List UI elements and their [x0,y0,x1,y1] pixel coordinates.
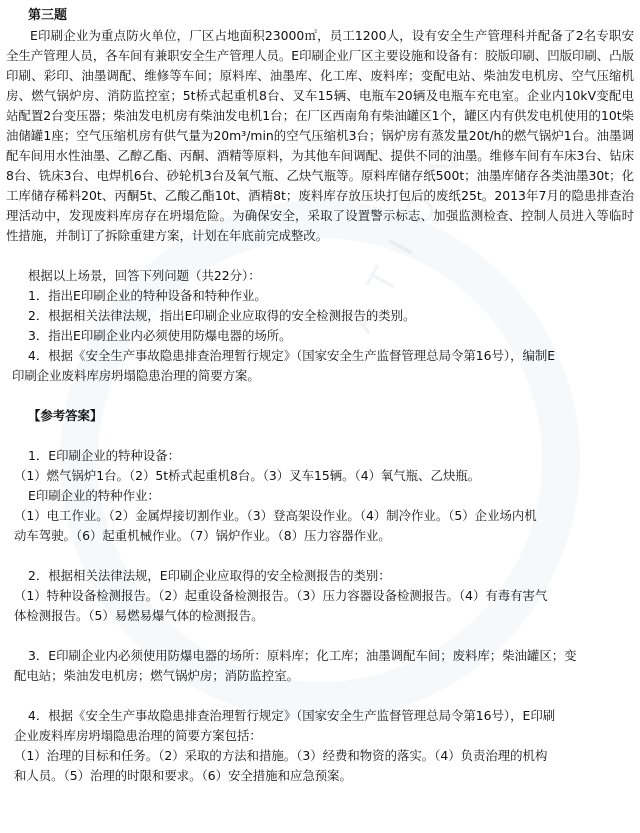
answer-4-line3: （1）治理的目标和任务。（2）采取的方法和措施。（3）经费和物资的落实。（4）负责治理的机构 [14,748,548,763]
questions-prompt: 根据以上场景，回答下列问题（共22分）： [28,268,261,283]
question-4-line1: 4．根据《安全生产事故隐患排查治理暂行规定》（国家安全生产监督管理总局令第16号），编制E [28,348,556,363]
answer-2-line2: 体检测报告。（5）易燃易爆气体的检测报告。 [14,608,264,623]
scenario-paragraph: E印刷企业为重点防火单位，厂区占地面积23000㎡，员工1200人，设有安全生产管理科并配备了2名专职安全生产管理人员，各车间有兼职安全生产管理人员。E印刷企业厂区主要设施和设备有：胶版印刷、凹版印刷、凸版印刷、彩印、油墨调配、维修等车间；原料库、油墨库、化工库、废料库；变配电站、柴油发电机房、空气压缩机房、燃气锅炉房、消防监控室；5t桥式起重机8台、叉车15辆、电瓶车20辆及电瓶车充电室。企业内10kV变配电站配置2台变压器；柴油发电机房有柴油发电机1台；在厂区西南角有柴油罐区1个，罐区内有供发电机使用的10t柴油储罐1座；空气压缩机房有供气量为20m³/min的空气压缩机3台；锅炉房有蒸发量20t/h的燃气锅炉1台。油墨调配车间用水性油墨、乙醇乙酯、丙酮、酒精等原料，为其他车间调配、提供不同的油墨。维修车间有车床3台、钻床8台、铣床3台、电焊机6台、砂轮机3台及氧气瓶、乙炔气瓶等。原料库储存纸500t；油墨库储存各类油墨30t；化工库储存稀料20t、丙酮5t、乙酸乙酯10t、酒精8t；废料库存放压块打包后的废纸25t。2013年7月的隐患排查治理活动中，发现废料库房存在坍塌危险。为确保安全，采取了设置警示标志、加强监测检查、控制人员进入等临时性措施，并制订了拆除重建方案，计划在年底前完成整改。 [6,28,634,243]
answer-3-line1: 3．E印刷企业内必须使用防爆电器的场所：原料库；化工库；油墨调配车间；废料库；柴油罐区；变 [28,648,577,663]
answer-1-equipment: （1）燃气锅炉1台。（2）5t桥式起重机8台。（3）叉车15辆。（4）氧气瓶、乙炔瓶。 [14,468,481,483]
answer-3-line2: 配电站；柴油发电机房；燃气锅炉房；消防监控室。 [14,668,299,683]
question-1: 1．指出E印刷企业的特种设备和特种作业。 [28,288,267,303]
answer-1-heading: 1．E印刷企业的特种设备： [28,448,181,463]
answer-1-ops-heading: E印刷企业的特种作业： [28,488,160,503]
answer-2-heading: 2．根据相关法律法规，E印刷企业应取得的安全检测报告的类别： [28,568,391,583]
question-heading: 第三题 [28,8,68,23]
answer-1-ops-line2: 动车驾驶。（6）起重机械作业。（7）锅炉作业。（8）压力容器作业。 [14,528,391,543]
question-4-line2: 印刷企业废料库房坍塌隐患治理的简要方案。 [12,368,260,383]
answer-2-line1: （1）特种设备检测报告。（2）起重设备检测报告。（3）压力容器设备检测报告。（4）有毒有害气 [14,588,548,603]
answer-4-line4: 和人员。（5）治理的时限和要求。（6）安全措施和应急预案。 [14,768,352,783]
question-3: 3．指出E印刷企业内必须使用防爆电器的场所。 [28,328,292,343]
answer-1-ops-line1: （1）电工作业。（2）金属焊接切割作业。（3）登高架设作业。（4）制冷作业。（5）企业场内机 [14,508,537,523]
answer-4-line1: 4．根据《安全生产事故隐患排查治理暂行规定》（国家安全生产监督管理总局令第16号），E印刷 [28,708,556,723]
answer-4-line2: 企业废料库房坍塌隐患治理的简要方案包括： [14,728,262,743]
watermark-text: ATION [340,125,480,340]
question-2: 2．根据相关法律法规，指出E印刷企业应取得的安全检测报告的类别。 [28,308,416,323]
answer-title: 【参考答案】 [28,408,103,423]
document-body [6,6,634,786]
